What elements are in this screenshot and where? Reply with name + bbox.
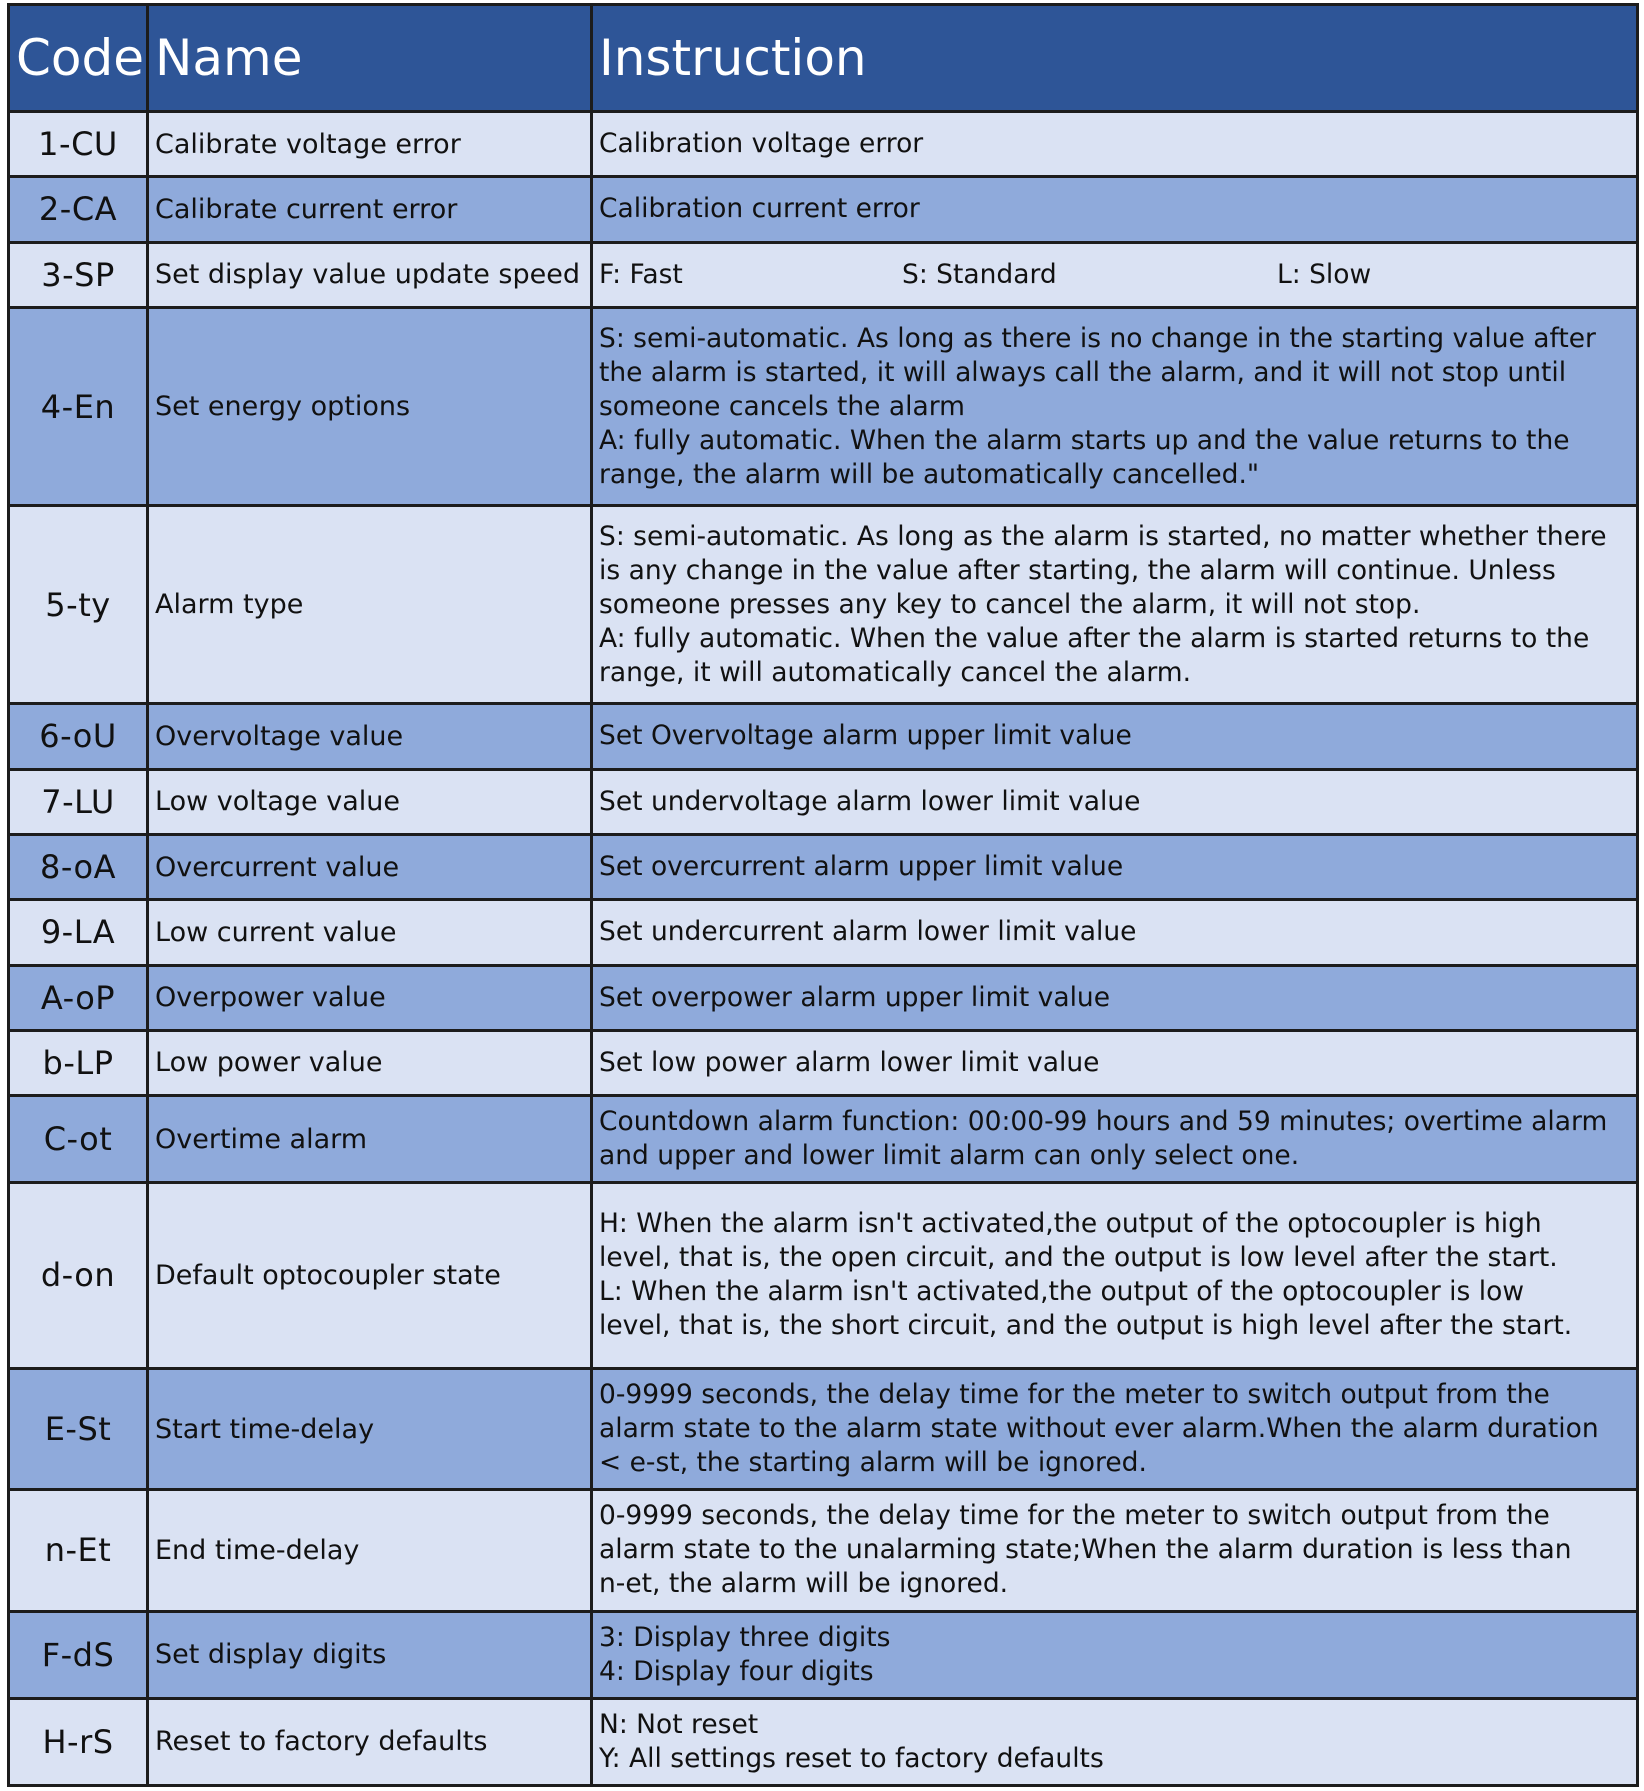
param-code: 9-LA <box>9 900 148 965</box>
param-code: n-Et <box>9 1490 148 1611</box>
instruction-line: alarm state to the alarm state without ever alarm.When the alarm duration <box>599 1413 1599 1445</box>
param-code: E-St <box>9 1368 148 1489</box>
instruction-line: the alarm is started, it will always call the alarm, and it will not stop until <box>599 356 1567 388</box>
param-name: Calibrate current error <box>148 177 592 242</box>
speed-option: L: Slow <box>1277 258 1372 290</box>
param-instruction <box>592 112 1638 177</box>
param-name: Low current value <box>148 900 592 965</box>
param-name: Overcurrent value <box>148 834 592 899</box>
param-instruction <box>592 834 1638 899</box>
param-name: Reset to factory defaults <box>148 1698 592 1785</box>
param-code: C-ot <box>9 1096 148 1183</box>
param-name: Set display digits <box>148 1611 592 1698</box>
param-instruction <box>592 900 1638 965</box>
param-code: H-rS <box>9 1698 148 1785</box>
table-row <box>9 242 1638 307</box>
param-name: Calibrate voltage error <box>148 112 592 177</box>
param-instruction <box>592 1030 1638 1095</box>
param-instruction <box>592 1368 1638 1489</box>
param-code: b-LP <box>9 1030 148 1095</box>
parameter-table-wrapper <box>7 3 1639 1787</box>
instruction-line: level, that is, the open circuit, and the output is low level after the start. <box>599 1242 1558 1274</box>
instruction-line: H: When the alarm isn't activated,the output of the optocoupler is high <box>599 1208 1542 1240</box>
table-row <box>9 112 1638 177</box>
param-code: 8-oA <box>9 834 148 899</box>
header-code: Code <box>9 5 148 112</box>
speed-option: F: Fast <box>599 258 683 290</box>
param-code: 7-LU <box>9 769 148 834</box>
instruction-line: Set undervoltage alarm lower limit value <box>599 785 1141 817</box>
param-name: Set energy options <box>148 307 592 505</box>
instruction-line: Calibration current error <box>599 193 920 225</box>
instruction-line: Y: All settings reset to factory defaults <box>599 1742 1104 1774</box>
param-code: A-oP <box>9 965 148 1030</box>
instruction-line: and upper and lower limit alarm can only select one. <box>599 1140 1300 1172</box>
table-row <box>9 900 1638 965</box>
param-instruction <box>592 1698 1638 1785</box>
instruction-line: N: Not reset <box>599 1708 759 1740</box>
instruction-line: Set low power alarm lower limit value <box>599 1046 1100 1078</box>
table-row <box>9 1030 1638 1095</box>
instruction-line: L: When the alarm isn't activated,the output of the optocoupler is low <box>599 1276 1525 1308</box>
instruction-line: S: semi-automatic. As long as the alarm is started, no matter whether there <box>599 520 1607 552</box>
param-code: 4-En <box>9 307 148 505</box>
table-row <box>9 1490 1638 1611</box>
header-instruction: Instruction <box>592 5 1638 112</box>
instruction-line: someone cancels the alarm <box>599 390 965 422</box>
param-code: 1-CU <box>9 112 148 177</box>
param-name: Low power value <box>148 1030 592 1095</box>
param-instruction <box>592 704 1638 769</box>
param-name: Overtime alarm <box>148 1096 592 1183</box>
param-name: End time-delay <box>148 1490 592 1611</box>
table-row <box>9 834 1638 899</box>
param-instruction <box>592 1096 1638 1183</box>
param-code: 3-SP <box>9 242 148 307</box>
instruction-line: range, the alarm will be automatically cancelled." <box>599 458 1260 490</box>
instruction-line: Countdown alarm function: 00:00-99 hours and 59 minutes; overtime alarm <box>599 1106 1608 1138</box>
table-body <box>9 112 1638 1786</box>
table-row <box>9 965 1638 1030</box>
param-instruction <box>592 1611 1638 1698</box>
param-name: Set display value update speed <box>148 242 592 307</box>
instruction-line: someone presses any key to cancel the alarm, it will not stop. <box>599 588 1421 620</box>
speed-option: S: Standard <box>902 258 1057 290</box>
instruction-line: 3: Display three digits <box>599 1621 891 1653</box>
param-instruction <box>592 242 1638 307</box>
header-name: Name <box>148 5 592 112</box>
instruction-line: Calibration voltage error <box>599 128 924 160</box>
table-row <box>9 177 1638 242</box>
instruction-line: < e-st, the starting alarm will be ignored. <box>599 1447 1147 1479</box>
param-instruction <box>592 1490 1638 1611</box>
table-row <box>9 704 1638 769</box>
instruction-line: is any change in the value after starting, the alarm will continue. Unless <box>599 554 1556 586</box>
table-row <box>9 769 1638 834</box>
instruction-line: range, it will automatically cancel the alarm. <box>599 656 1192 688</box>
instruction-line: A: fully automatic. When the value after the alarm is started returns to the <box>599 622 1590 654</box>
table-row <box>9 1368 1638 1489</box>
instruction-line: S: semi-automatic. As long as there is no change in the starting value after <box>599 322 1596 354</box>
speed-options <box>599 258 1630 292</box>
instruction-line: Set undercurrent alarm lower limit value <box>599 916 1137 948</box>
instruction-line: Set Overvoltage alarm upper limit value <box>599 720 1132 752</box>
param-instruction <box>592 769 1638 834</box>
table-row <box>9 1183 1638 1369</box>
table-row <box>9 307 1638 505</box>
param-name: Overvoltage value <box>148 704 592 769</box>
param-instruction <box>592 307 1638 505</box>
parameter-table <box>7 3 1639 1787</box>
param-name: Default optocoupler state <box>148 1183 592 1369</box>
instruction-line: A: fully automatic. When the alarm starts up and the value returns to the <box>599 424 1570 456</box>
instruction-line: 0-9999 seconds, the delay time for the meter to switch output from the <box>599 1500 1550 1532</box>
header-row <box>9 5 1638 112</box>
instruction-line: n-et, the alarm will be ignored. <box>599 1568 1009 1600</box>
param-name: Start time-delay <box>148 1368 592 1489</box>
param-instruction <box>592 177 1638 242</box>
table-row <box>9 1096 1638 1183</box>
instruction-line: 0-9999 seconds, the delay time for the meter to switch output from the <box>599 1379 1550 1411</box>
param-name: Overpower value <box>148 965 592 1030</box>
param-name: Alarm type <box>148 506 592 704</box>
instruction-line: Set overpower alarm upper limit value <box>599 981 1111 1013</box>
param-instruction <box>592 965 1638 1030</box>
param-code: F-dS <box>9 1611 148 1698</box>
instruction-line: Set overcurrent alarm upper limit value <box>599 851 1124 883</box>
param-code: 6-oU <box>9 704 148 769</box>
param-code: 2-CA <box>9 177 148 242</box>
param-code: 5-ty <box>9 506 148 704</box>
param-instruction <box>592 1183 1638 1369</box>
param-code: d-on <box>9 1183 148 1369</box>
instruction-line: 4: Display four digits <box>599 1655 874 1687</box>
param-instruction <box>592 506 1638 704</box>
table-row <box>9 1698 1638 1785</box>
instruction-line: level, that is, the short circuit, and the output is high level after the start. <box>599 1310 1573 1342</box>
instruction-line: alarm state to the unalarming state;When the alarm duration is less than <box>599 1534 1572 1566</box>
table-row <box>9 1611 1638 1698</box>
param-name: Low voltage value <box>148 769 592 834</box>
table-row <box>9 506 1638 704</box>
